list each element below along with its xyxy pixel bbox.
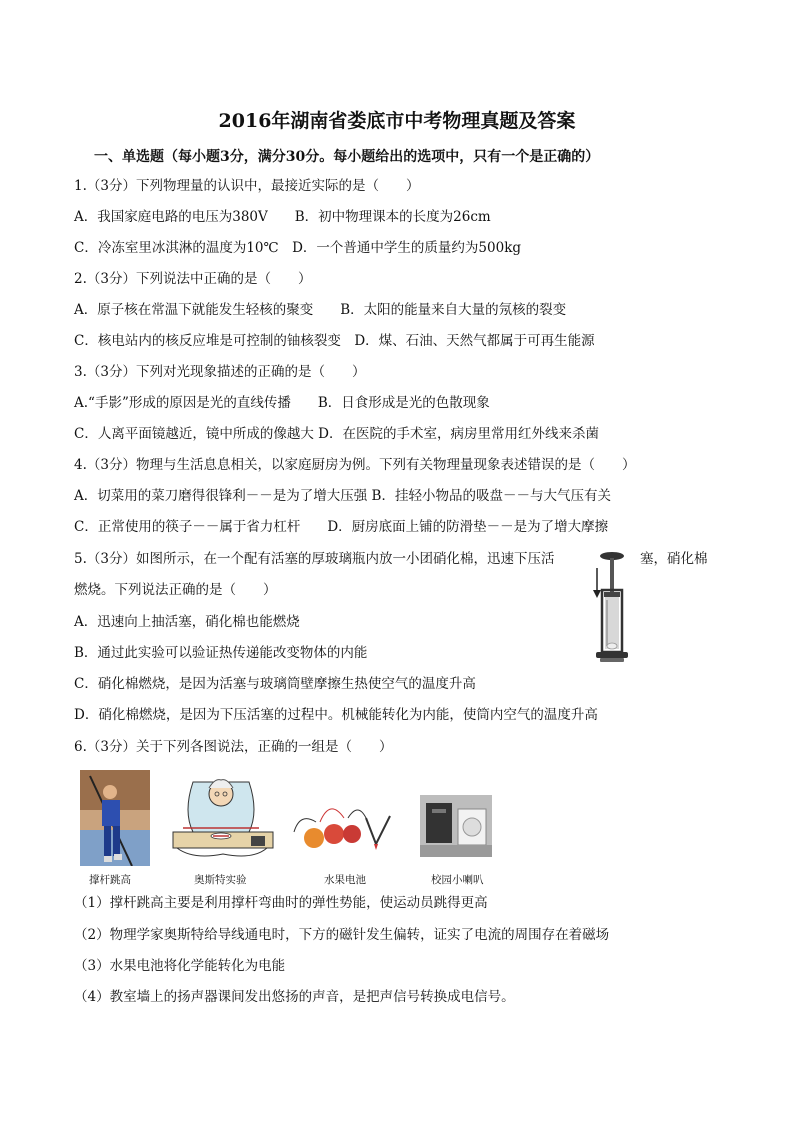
caption-pole-vault: 撑杆跳高	[89, 874, 131, 886]
q6-statement-4: （4）教室墙上的扬声器课间发出悠扬的声音，是把声信号转换成电信号。	[74, 989, 515, 1005]
glass-cylinder-piston-figure	[588, 550, 634, 664]
q5-stem-part2: 塞，硝化棉	[640, 551, 708, 567]
q6-statement-2: （2）物理学家奥斯特给导线通电时，下方的磁针发生偏转，证实了电流的周围存在着磁场	[74, 927, 610, 943]
caption-oersted: 奥斯特实验	[194, 874, 247, 886]
q5-option-b: B．通过此实验可以验证热传递能改变物体的内能	[74, 645, 368, 661]
q5-option-c: C．硝化棉燃烧，是因为活塞与玻璃筒壁摩擦生热使空气的温度升高	[74, 676, 476, 692]
q6-stem: 6.（3分）关于下列各图说法，正确的一组是（ ）	[74, 739, 393, 755]
q4-stem: 4.（3分）物理与生活息息相关，以家庭厨房为例。下列有关物理量现象表述错误的是（ ）	[74, 457, 636, 473]
q4-options-cd: C．正常使用的筷子－－属于省力杠杆 D．厨房底面上铺的防滑垫－－是为了增大摩擦	[74, 519, 609, 535]
q2-stem: 2.（3分）下列说法中正确的是（ ）	[74, 271, 312, 287]
q5-stem-part1: 5.（3分）如图所示，在一个配有活塞的厚玻璃瓶内放一小团硝化棉，迅速下压活	[74, 551, 555, 567]
q5-option-d: D．硝化棉燃烧，是因为下压活塞的过程中。机械能转化为内能，使筒内空气的温度升高	[74, 707, 598, 723]
q3-options-cd: C．人离平面镜越近，镜中所成的像越大 D．在医院的手术室，病房里常用红外线来杀菌	[74, 426, 599, 442]
section-heading: 一、单选题（每小题3分，满分30分。每小题给出的选项中，只有一个是正确的）	[94, 149, 600, 165]
q1-stem: 1.（3分）下列物理量的认识中，最接近实际的是（ ）	[74, 178, 420, 194]
caption-loudspeaker: 校园小喇叭	[431, 874, 484, 886]
q5-stem-part3: 燃烧。下列说法正确的是（ ）	[74, 582, 277, 598]
q2-options-ab: A．原子核在常温下就能发生轻核的聚变 B．太阳的能量来自大量的氖核的裂变	[74, 302, 567, 318]
q6-statement-1: （1）撑杆跳高主要是利用撑杆弯曲时的弹性势能，使运动员跳得更高	[74, 895, 488, 911]
page-title: 2016年湖南省娄底市中考物理真题及答案	[218, 110, 576, 132]
q6-statement-3: （3）水果电池将化学能转化为电能	[74, 958, 286, 974]
q1-options-ab: A．我国家庭电路的电压为380V B．初中物理课本的长度为26cm	[74, 209, 491, 225]
q3-stem: 3.（3分）下列对光现象描述的正确的是（ ）	[74, 364, 366, 380]
q1-options-cd: C．冷冻室里冰淇淋的温度为10℃ D．一个普通中学生的质量约为500kg	[74, 240, 522, 256]
q5-option-a: A．迅速向上抽活塞，硝化棉也能燃烧	[74, 614, 300, 630]
q4-options-ab: A．切菜用的菜刀磨得很锋利－－是为了增大压强 B．挂轻小物品的吸盘－－与大气压有关	[74, 488, 611, 504]
q2-options-cd: C．核电站内的核反应堆是可控制的铀核裂变 D．煤、石油、天然气都属于可再生能源	[74, 333, 595, 349]
oersted-experiment-image	[163, 772, 279, 864]
caption-fruit-battery: 水果电池	[324, 874, 366, 886]
fruit-battery-image	[290, 792, 398, 858]
pole-vault-image	[80, 770, 150, 866]
school-loudspeaker-image	[420, 795, 492, 857]
q3-options-ab: A.“手影”形成的原因是光的直线传播 B．日食形成是光的色散现象	[74, 395, 490, 411]
